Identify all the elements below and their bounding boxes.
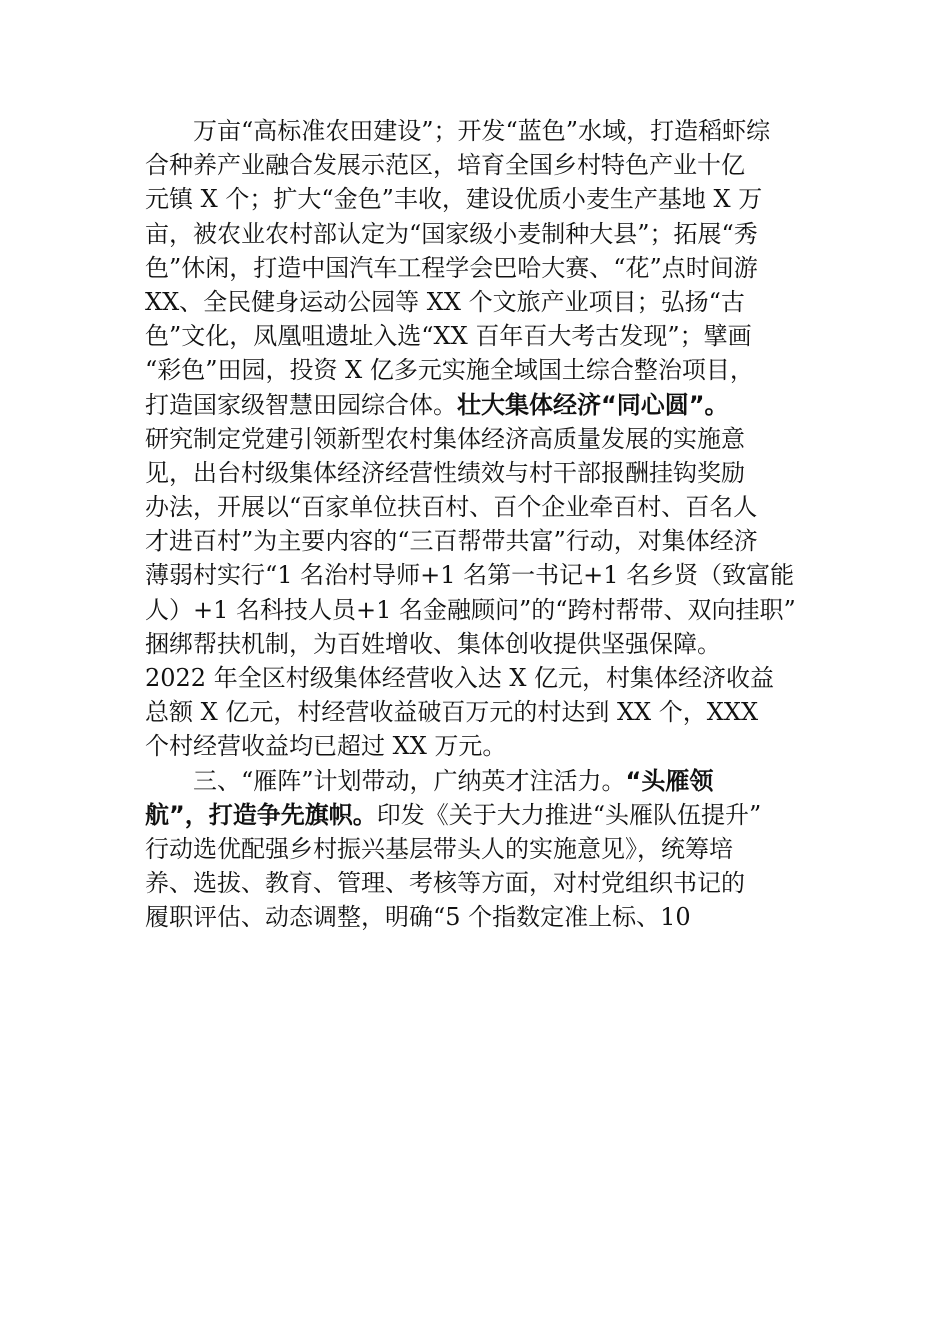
paragraph-text: 人）+1 名科技人员+1 名金融顾问”的“跨村帮带、双向挂职” bbox=[145, 595, 796, 624]
paragraph-text: 养、选拔、教育、管理、考核等方面，对村党组织书记的 bbox=[145, 869, 745, 898]
paragraph-text: 打造国家级智慧田园综合体。 bbox=[145, 390, 457, 419]
paragraph-text: 亩，被农业农村部认定为“国家级小麦制种大县”；拓展“秀 bbox=[145, 219, 758, 248]
paragraph-text: 三、“雁阵”计划带动，广纳英才注活力。 bbox=[193, 766, 626, 795]
paragraph-text: 办法，开展以“百家单位扶百村、百个企业牵百村、百名人 bbox=[145, 493, 758, 522]
text-line bbox=[145, 695, 810, 729]
text-line bbox=[145, 285, 810, 319]
paragraph-text: 捆绑帮扶机制，为百姓增收、集体创收提供坚强保障。 bbox=[145, 629, 721, 658]
paragraph-text: 色”文化，凤凰咀遗址入选“XX 百年百大考古发现”；擘画 bbox=[145, 322, 752, 351]
text-line bbox=[145, 832, 810, 866]
paragraph-text: 履职评估、动态调整，明确“5 个指数定准上标、10 bbox=[145, 903, 691, 932]
paragraph-text: 色”休闲，打造中国汽车工程学会巴哈大赛、“花”点时间游 bbox=[145, 253, 758, 282]
bold-heading-text: 壮大集体经济“同心圆”。 bbox=[457, 390, 729, 419]
text-line bbox=[145, 456, 810, 490]
text-line bbox=[145, 661, 810, 695]
body-text bbox=[145, 114, 810, 935]
text-line bbox=[145, 422, 810, 456]
paragraph-text: 行动选优配强乡村振兴基层带头人的实施意见》，统筹培 bbox=[145, 834, 733, 863]
text-line bbox=[145, 490, 810, 524]
text-line bbox=[145, 558, 810, 592]
paragraph-text: 才进百村”为主要内容的“三百帮带共富”行动，对集体经济 bbox=[145, 527, 758, 556]
text-line bbox=[145, 866, 810, 900]
paragraph-text: 印发《关于大力推进“头雁队伍提升” bbox=[376, 800, 762, 829]
bold-heading-text: 航”，打造争先旗帜。 bbox=[145, 800, 377, 829]
text-line bbox=[145, 798, 810, 832]
paragraph-text: 2022 年全区村级集体经营收入达 X 亿元，村集体经济收益 bbox=[145, 664, 775, 692]
paragraph-text: 研究制定党建引领新型农村集体经济高质量发展的实施意 bbox=[145, 424, 745, 453]
text-line bbox=[145, 764, 810, 798]
paragraph-text: XX、全民健身运动公园等 XX 个文旅产业项目；弘扬“古 bbox=[145, 287, 745, 316]
text-line bbox=[145, 524, 810, 558]
text-line bbox=[145, 319, 810, 353]
text-line bbox=[145, 900, 810, 934]
paragraph-text: 总额 X 亿元，村经营收益破百万元的村达到 XX 个，XXX bbox=[145, 698, 759, 727]
paragraph-text: “彩色”田园，投资 X 亿多元实施全域国土综合整治项目， bbox=[145, 356, 754, 385]
paragraph-text: 万亩“高标准农田建设”；开发“蓝色”水域，打造稻虾综 bbox=[193, 117, 771, 145]
paragraph-text: 元镇 X 个；扩大“金色”丰收，建设优质小麦生产基地 X 万 bbox=[145, 185, 763, 214]
paragraph-text: 薄弱村实行“1 名治村导师+1 名第一书记+1 名乡贤（致富能 bbox=[145, 561, 795, 590]
text-line bbox=[145, 593, 810, 627]
text-line bbox=[145, 729, 810, 763]
bold-heading-text: “头雁领 bbox=[625, 766, 714, 795]
text-line bbox=[145, 353, 810, 387]
text-line bbox=[145, 148, 810, 182]
text-line bbox=[145, 217, 810, 251]
paragraph-text: 合种养产业融合发展示范区，培育全国乡村特色产业十亿 bbox=[145, 151, 745, 180]
text-line bbox=[145, 388, 810, 422]
text-line bbox=[145, 114, 810, 148]
paragraph-text: 见，出台村级集体经济经营性绩效与村干部报酬挂钩奖励 bbox=[145, 458, 745, 487]
text-line bbox=[145, 627, 810, 661]
text-line bbox=[145, 182, 810, 216]
text-line bbox=[145, 251, 810, 285]
paragraph-text: 个村经营收益均已超过 XX 万元。 bbox=[145, 732, 507, 761]
